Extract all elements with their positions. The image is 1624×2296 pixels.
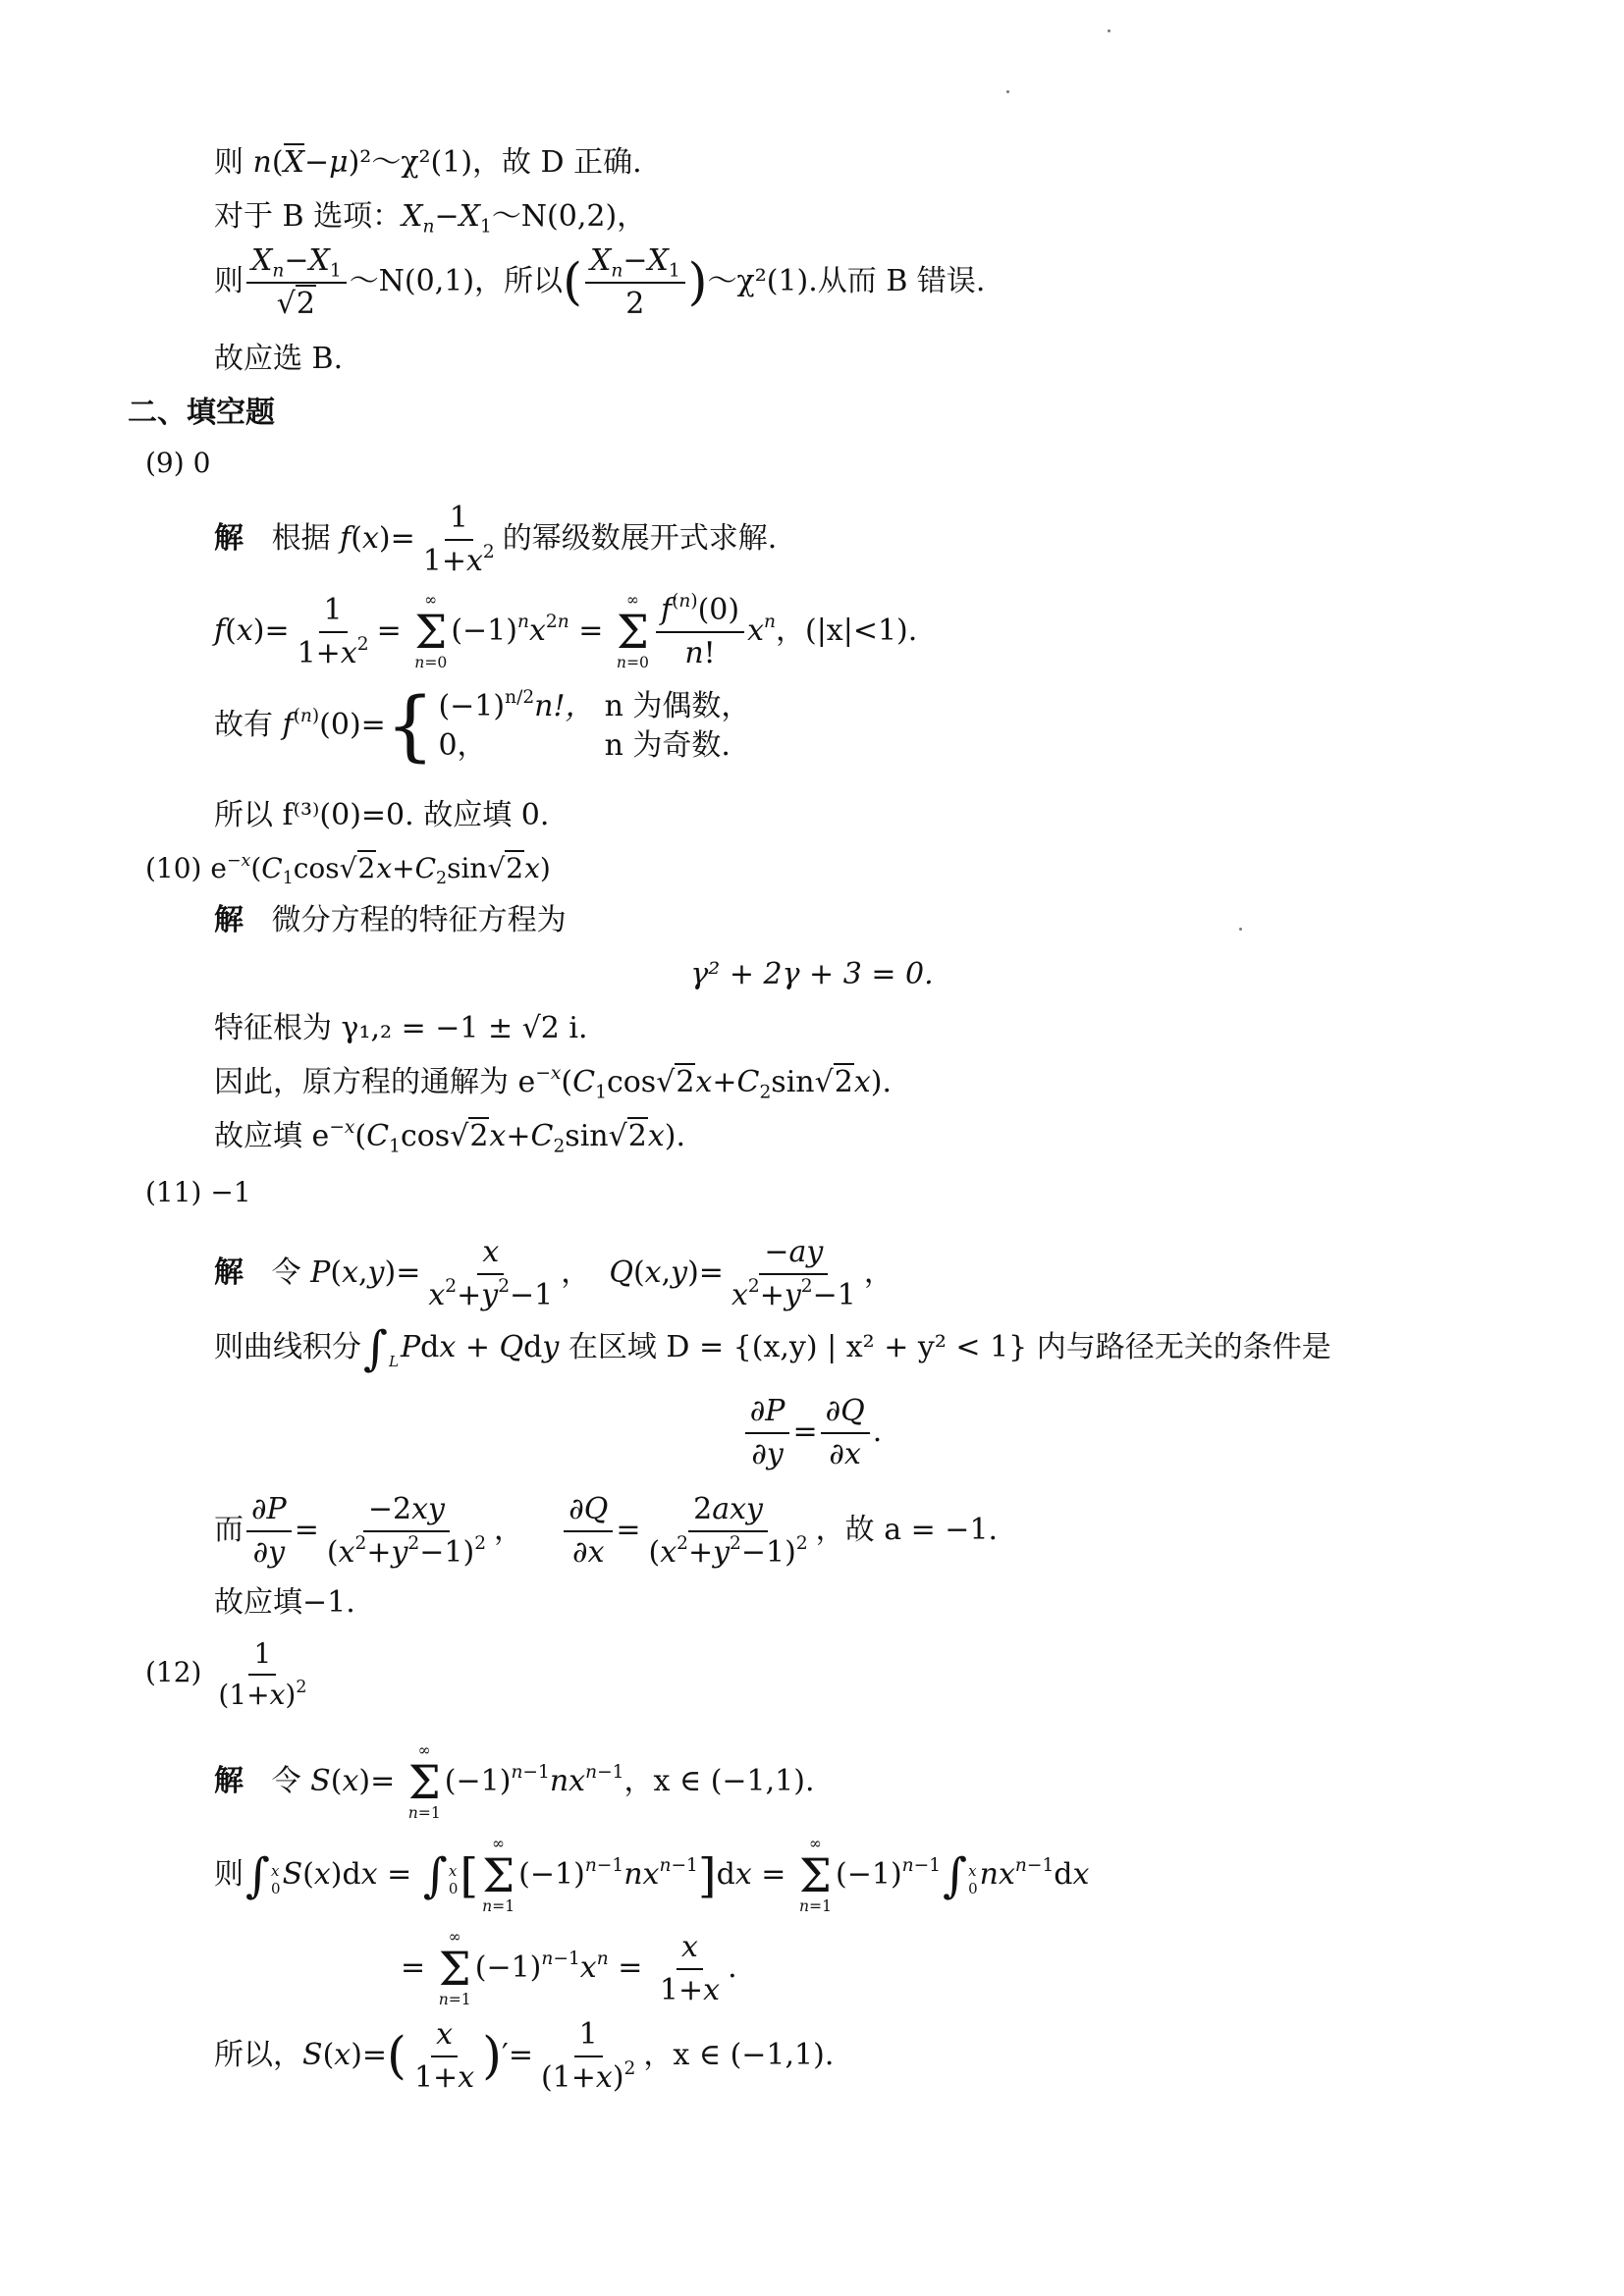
q10-line-1 bbox=[214, 903, 567, 938]
q11-line-2-prefix: 则曲线积分 bbox=[214, 1330, 361, 1364]
q10-line-5-period: . bbox=[676, 1119, 686, 1153]
case-1-value: (−1) bbox=[438, 689, 506, 723]
prev-line-2: 对于 B 选项：$X_n-X_1\sim N(0,2)$， bbox=[214, 199, 647, 238]
scan-speck bbox=[1239, 928, 1242, 931]
q12-line-4-suffix: ，x ∈ (−1,1). bbox=[643, 2038, 835, 2072]
fraction-1-over-1-plus-x2: $\frac{1}{1+x^2}$ bbox=[422, 501, 495, 578]
q9-label: (9) 0 bbox=[145, 447, 211, 479]
q10-jie: 解 bbox=[214, 903, 244, 937]
case-1-condition: n 为偶数， bbox=[604, 689, 751, 723]
prev-line-1-prefix: 则 bbox=[214, 145, 253, 180]
case-1-exponent: n/2 bbox=[505, 686, 535, 708]
q12-line-3: = ∞ Σ n=1 $(-1)^{n-1}x^n$ = $\frac{x}{1+x}$ . bbox=[401, 1928, 737, 2009]
q12-line-4-prefix: 所以， bbox=[214, 2038, 302, 2072]
q9-line-3-prefix: 故有 bbox=[214, 708, 283, 742]
prev-line-4: 故应选 B. bbox=[214, 342, 344, 376]
q9-jie: 解 bbox=[214, 521, 244, 556]
q11-line-1: 解 令 P(x,y)= $\frac{x}{x^2+y^2-1}$ ， Q(x,y)= $\frac{-ay}{x^2+y^2-1}$ ， bbox=[214, 1235, 893, 1312]
q12-line-2-prefix: 则 bbox=[214, 1857, 244, 1893]
integral-symbol: ∫ x 0 bbox=[245, 1848, 281, 1904]
integral-symbol: ∫ x 0 bbox=[943, 1848, 978, 1904]
q11-line-4-prefix: 而 bbox=[214, 1513, 244, 1547]
prev-line-2-dist: ～N(0,2)， bbox=[491, 199, 647, 234]
q11-line-2: 则曲线积分 ∫ L Pdx + Qdy 在区域 D = {(x,y) | x² + y² < 1} 内与路径无关的条件是 bbox=[214, 1321, 1331, 1376]
q9-line-2: f(x)= $\frac{1}{1+x^2}$ = ∞ Σ n=0 $(-1)^nx^{2n}$ = ∞ Σ n=0 $\frac{f^{(n)}(0)}{n!}$ $x^n$，(|x|<1). bbox=[214, 591, 918, 672]
prev-line-3-den2: 2 bbox=[625, 287, 645, 321]
fraction-xn-x1-over-2: $\frac{X_n-X_1}{2}$ bbox=[585, 243, 685, 322]
sum-symbol: ∞ Σ n=0 bbox=[414, 591, 448, 672]
q9-line-1-prefix: 根据 bbox=[271, 521, 341, 556]
q11-line-4: 而 $\frac{\partial P}{\partial y}$ = $\frac{-2xy}{(x^2+y^2-1)^2}$ ， $\frac{\partial Q}{\partial x}$ = $\frac{\text{2axy}}{(x^2+y^2-1)^2}$ ，故 a = −1. bbox=[214, 1492, 999, 1570]
sum-symbol: ∞ Σ n=1 bbox=[798, 1835, 833, 1916]
sum-symbol: ∞ Σ n=0 bbox=[616, 591, 649, 672]
case-2-value: 0， bbox=[438, 728, 487, 763]
q11-jie: 解 bbox=[214, 1255, 244, 1290]
sum-symbol: ∞ Σ n=1 bbox=[482, 1835, 515, 1916]
sum-symbol: ∞ Σ n=1 bbox=[438, 1928, 471, 2009]
fraction-xn-x1-over-sqrt2: $\frac{X_n-X_1}{√2}$ bbox=[246, 243, 347, 322]
q11-line-5: 故应填−1. bbox=[214, 1585, 355, 1620]
q9-line-4: 所以 f⁽³⁾(0)=0. 故应填 0. bbox=[214, 798, 550, 832]
prev-line-3-den1: 2 bbox=[296, 287, 315, 321]
q10-line-3: 特征根为 γ₁,₂ = −1 ± √2 i. bbox=[214, 1011, 588, 1045]
prev-line-1-suffix: )²～χ²(1)，故 D 正确. bbox=[348, 145, 642, 180]
q10-line-5-prefix: 故应填 bbox=[214, 1119, 312, 1153]
case-2-condition: n 为奇数. bbox=[604, 728, 731, 763]
q12-jie: 解 bbox=[214, 1764, 244, 1799]
sum-symbol: ∞ Σ n=1 bbox=[407, 1741, 441, 1823]
section-title: 二、填空题 bbox=[128, 396, 275, 430]
prev-line-3-suffix: ～χ²(1).从而 B 错误. bbox=[707, 264, 986, 298]
prev-line-1: 则 n(X−μ)²～χ²(1)，故 D 正确. bbox=[214, 145, 642, 180]
integral-symbol: ∫ L bbox=[363, 1321, 399, 1376]
q10-label-number: (10) bbox=[145, 852, 202, 884]
prev-line-3: 则 $\frac{X_n-X_1}{√2}$ ～N(0,1)，所以( $\frac{X_n-X_1}{2}$ )～χ²(1).从而 B 错误. bbox=[214, 243, 986, 321]
q9-line-1: 解 根据 f(x)= $\frac{1}{1+x^2}$ 的幂级数展开式求解. bbox=[214, 501, 778, 578]
q11-line-1-prefix: 令 bbox=[271, 1255, 311, 1290]
q12-label: (12) $\frac{1}{(1+x)^2}$ bbox=[145, 1637, 307, 1711]
q11-line-4-suffix: ，故 a = −1. bbox=[815, 1513, 999, 1547]
q12-line-1: 解 令 S(x)= ∞ Σ n=1 $(-1)^{n-1}nx^{n-1}$，x ∈ (−1,1). bbox=[214, 1741, 815, 1823]
q9-line-1-suffix: 的幂级数展开式求解. bbox=[502, 521, 778, 556]
q11-condition: $\frac{\partial P}{\partial y}$ = $\frac{\partial Q}{\partial x}$ . bbox=[0, 1394, 1624, 1472]
q11-line-2-suffix: 在区域 D = {(x,y) | x² + y² < 1} 内与路径无关的条件是 bbox=[568, 1330, 1331, 1364]
integral-symbol: ∫ x 0 bbox=[422, 1848, 459, 1904]
prev-line-3-mid: ～N(0,1)，所以 bbox=[349, 264, 564, 298]
q12-line-1-suffix: ，x ∈ (−1,1). bbox=[623, 1764, 815, 1799]
piecewise-cases: { $(-1)^{n/2}n$!， n 为偶数， 0， n 为奇数. bbox=[386, 687, 761, 766]
q10-label: (10) $e^{-x}(C_1\cos√2x+C_2\sin√2x)$ bbox=[145, 850, 551, 889]
scan-speck bbox=[1108, 29, 1110, 32]
q9-line-2-tail: ，(|x|<1). bbox=[776, 614, 918, 649]
scan-speck bbox=[1006, 90, 1009, 93]
q10-equation: γ² + 2γ + 3 = 0. bbox=[690, 957, 934, 991]
q11-label: (11) −1 bbox=[145, 1176, 251, 1208]
q10-line-5: 故应填 $e^{-x}(C_1\cos√2x+C_2\sin√2x)$. bbox=[214, 1116, 686, 1157]
prev-line-3-prefix: 则 bbox=[214, 264, 244, 298]
q12-line-1-prefix: 令 bbox=[271, 1764, 311, 1799]
case-1-tail: n!， bbox=[534, 689, 595, 723]
q9-line-3: 故有 $f^{(n)}(0)=$ { $(-1)^{n/2}n$!， n 为偶数， 0， n 为奇数. bbox=[214, 687, 760, 766]
q10-line-4: 因此，原方程的通解为 $e^{-x}(C_1\cos√2x+C_2\sin√2x)$. bbox=[214, 1062, 893, 1103]
q12-label-number: (12) bbox=[145, 1656, 202, 1689]
q12-line-4: 所以，S(x)=( $\frac{x}{1+x}$ )′= $\frac{1}{(1+x)^2}$ ，x ∈ (−1,1). bbox=[214, 2017, 835, 2095]
q10-line-4-prefix: 因此，原方程的通解为 bbox=[214, 1065, 518, 1099]
prev-line-2-label: 对于 B 选项： bbox=[214, 199, 403, 234]
q10-line-1-text: 微分方程的特征方程为 bbox=[271, 903, 567, 937]
q10-line-4-period: . bbox=[882, 1065, 893, 1099]
q12-line-2: 则 ∫ x 0 S(x)dx = ∫ x 0 [ ∞ Σ n=1 $(-1)^{n-1}nx^{n-1}]dx$ = ∞ Σ n=1 $(-1)^{n-1}$ ∫ x 0 $nx^{n-1}dx$ bbox=[214, 1835, 1090, 1916]
